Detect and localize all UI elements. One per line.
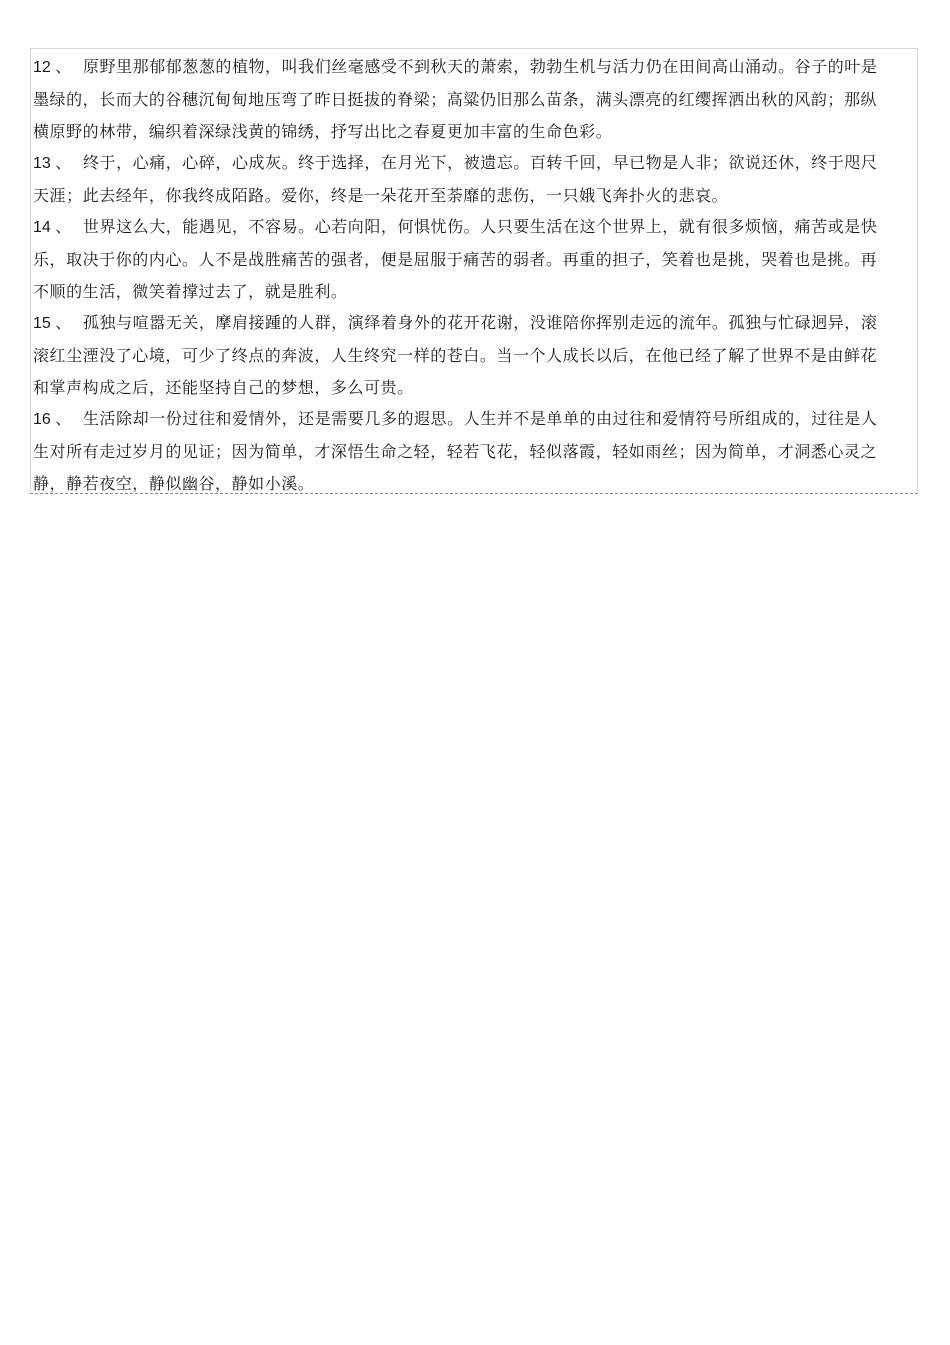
paragraph-text: 原野里那郁郁葱葱的植物，叫我们丝毫感受不到秋天的萧索，勃勃生机与活力仍在田间高山涌动。谷子的叶是墨绿的，长而大的谷穗沉甸甸地压弯了昨日挺拔的脊梁；高粱仍旧那么苗条，满头漂亮的红缨挥洒出秋的风韵；那纵横原野的林带，编织着深绿浅黄的锦绣，抒写出比之春夏更加丰富的生命色彩。 bbox=[33, 57, 878, 141]
paragraph-number: 14 、 bbox=[33, 219, 72, 236]
paragraph-number: 13 、 bbox=[33, 155, 72, 172]
paragraph-number: 15 、 bbox=[33, 315, 72, 332]
paragraph-number: 16 、 bbox=[33, 411, 72, 428]
paragraph-14 bbox=[33, 211, 883, 308]
paragraph-text: 终于，心痛，心碎，心成灰。终于选择，在月光下，被遗忘。百转千回，早已物是人非；欲说还休，终于咫尺天涯；此去经年，你我终成陌路。爱你，终是一朵花开至荼靡的悲伤，一只娥飞奔扑火的悲哀。 bbox=[33, 153, 878, 205]
paragraph-text: 孤独与喧嚣无关，摩肩接踵的人群，演绎着身外的花开花谢，没谁陪你挥别走远的流年。孤独与忙碌迥异，滚滚红尘湮没了心境，可少了终点的奔波，人生终究一样的苍白。当一个人成长以后，在他已经了解了世界不是由鲜花和掌声构成之后，还能坚持自己的梦想，多么可贵。 bbox=[33, 313, 878, 397]
paragraph-13 bbox=[33, 147, 883, 212]
paragraph-text: 生活除却一份过往和爱情外，还是需要几多的遐思。人生并不是单单的由过往和爱情符号所组成的，过往是人生对所有走过岁月的见证；因为简单，才深悟生命之轻，轻若飞花，轻似落霞，轻如雨丝；因为简单，才洞悉心灵之静，静若夜空，静似幽谷，静如小溪。 bbox=[33, 409, 878, 493]
paragraph-15 bbox=[33, 307, 883, 404]
paragraph-text: 世界这么大，能遇见，不容易。心若向阳，何惧忧伤。人只要生活在这个世界上，就有很多烦恼，痛苦或是快乐，取决于你的内心。人不是战胜痛苦的强者，便是屈服于痛苦的弱者。再重的担子，笑着也是挑，哭着也是挑。再不顺的生活，微笑着撑过去了，就是胜利。 bbox=[33, 217, 878, 301]
paragraph-12 bbox=[33, 51, 883, 148]
paragraph-number: 12 、 bbox=[33, 59, 72, 76]
document-text-box bbox=[30, 48, 918, 494]
paragraph-16 bbox=[33, 403, 883, 500]
